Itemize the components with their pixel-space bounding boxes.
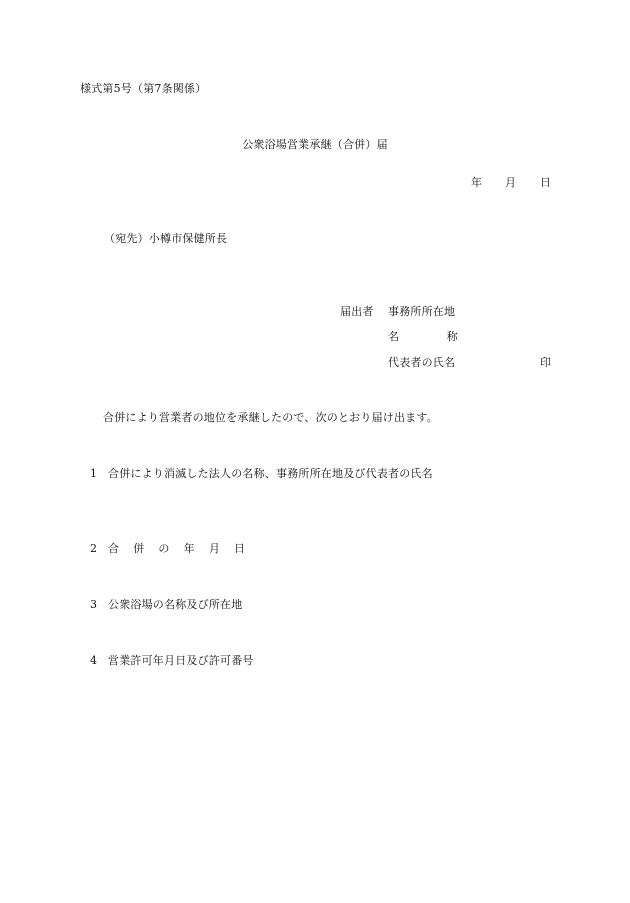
item-number: 1	[90, 467, 98, 480]
list-item	[90, 542, 259, 556]
item-text: 公衆浴場の名称及び所在地	[108, 598, 243, 611]
item-char: 併	[133, 542, 145, 555]
item-text: 営業許可年月日及び許可番号	[108, 654, 254, 667]
notifier-representative-label: 代表者の氏名	[388, 356, 456, 369]
item-char: 日	[234, 542, 246, 555]
item-text: 合併により消滅した法人の名称、事務所所在地及び代表者の氏名	[108, 467, 433, 480]
form-number: 様式第5号（第7条関係）	[80, 82, 207, 95]
item-number: 4	[90, 654, 98, 667]
list-item	[90, 654, 254, 668]
notifier-name-char-2: 称	[446, 330, 458, 343]
document-title: 公衆浴場営業承継（合併）届	[242, 138, 388, 151]
statement-text: 合併により営業者の地位を承継したので、次のとおり届け出ます。	[103, 411, 438, 424]
date-year-label: 年	[471, 176, 483, 189]
item-number: 2	[90, 542, 98, 555]
notifier-label: 届出者	[340, 305, 374, 318]
date-day-label: 日	[540, 176, 552, 189]
item-text	[108, 542, 259, 555]
notifier-name-label	[388, 330, 458, 344]
notifier-address-label: 事務所所在地	[388, 305, 456, 318]
list-item	[90, 598, 242, 612]
item-char: 年	[183, 542, 195, 555]
addressee: （宛先）小樽市保健所長	[104, 232, 228, 245]
item-char: 月	[208, 542, 221, 555]
date-month-label: 月	[505, 176, 517, 189]
item-number: 3	[90, 598, 98, 611]
seal-mark: 印	[540, 356, 552, 369]
notifier-name-char-1: 名	[388, 330, 400, 343]
item-char: 合	[108, 542, 120, 555]
list-item	[90, 467, 433, 481]
item-char: の	[158, 542, 170, 555]
